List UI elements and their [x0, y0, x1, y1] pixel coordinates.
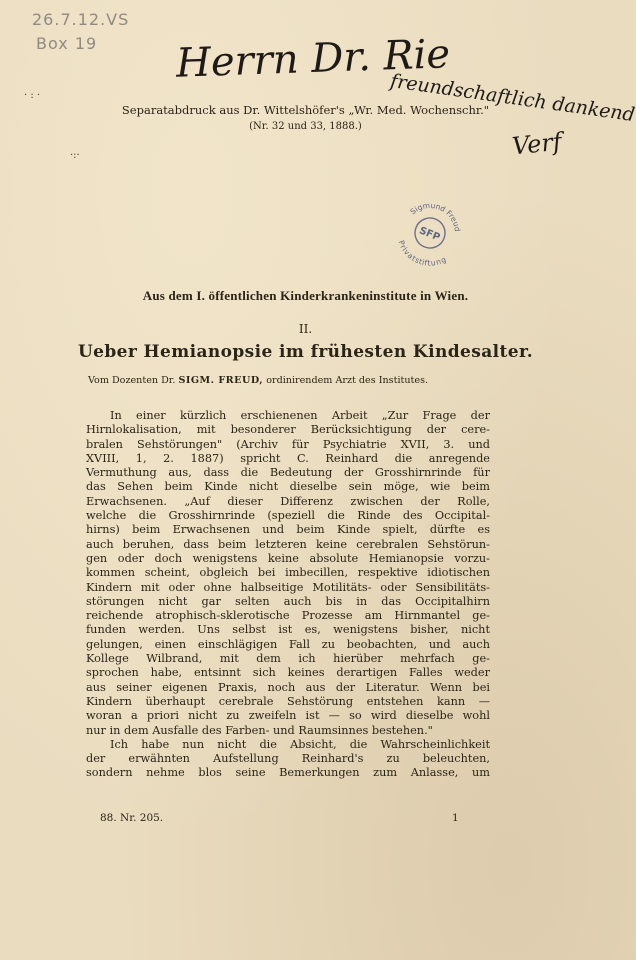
body-line: sprochen habe, entsinnt sich keines derartigen Falles weder	[86, 666, 490, 680]
stamp-center-text: SFP	[417, 225, 442, 244]
body-line: funden werden. Uns selbst ist es, wenigstens bisher, nicht	[86, 623, 490, 637]
body-line: störungen nicht gar selten auch bis in das Occipitalhirn	[86, 594, 490, 608]
body-line: aus seiner eigenen Praxis, noch aus der Literatur. Wenn bei	[86, 680, 490, 694]
handwritten-signature: Verf	[510, 127, 564, 161]
body-line: sondern nehme blos seine Bemerkungen zum Anlasse, um	[86, 766, 490, 780]
part-number: II.	[298, 322, 313, 336]
handwritten-dedication-line2: freundschaftlich dankend	[388, 70, 636, 127]
body-line: Kollege Wilbrand, mit dem ich hierüber mehrfach ge-	[86, 652, 490, 666]
body-line: Hirnlokalisation, mit besonderer Berücksichtigung der cere-	[86, 423, 490, 437]
article-title: Ueber Hemianopsie im frühesten Kindesalter.	[77, 342, 534, 362]
body-line: Vermuthung aus, dass die Bedeutung der Grosshirnrinde für	[86, 466, 490, 480]
body-line: Kindern überhaupt cerebrale Sehstörung entstehen kann —	[86, 694, 490, 708]
institute-heading: Aus dem I. öffentlichen Kinderkrankeninstitute in Wien.	[142, 288, 469, 303]
body-line: kommen scheint, obgleich bei imbecillen, respektive idiotischen	[86, 566, 490, 580]
body-line: Kindern mit oder ohne halbseitige Motilitäts- oder Sensibilitäts-	[86, 580, 490, 594]
body-line: gelungen, einen einschlägigen Fall zu beobachten, und auch	[86, 637, 490, 651]
author-prefix: Vom Dozenten Dr.	[88, 375, 176, 386]
archive-mark-2: Box 19	[36, 34, 98, 53]
offprint-source: Separatabdruck aus Dr. Wittelshöfer's „Wr. Med. Wochenschr."	[121, 103, 490, 117]
article-body	[86, 409, 490, 781]
body-line: gen oder doch wenigstens keine absolute Hemianopsie vorzu-	[86, 551, 490, 565]
body-line: der erwähnten Aufstellung Reinhard's zu beleuchten,	[86, 752, 490, 766]
stamp-top-text: Sigmund Freud	[408, 200, 463, 233]
body-line: In einer kürzlich erschienenen Arbeit „Zur Frage der	[110, 409, 490, 422]
body-line: bralen Sehstörungen" (Archiv für Psychiatrie XVII, 3. und	[86, 437, 490, 451]
author-name: SIGM. FREUD,	[178, 375, 264, 386]
stamp-bottom-text: Privatstiftung	[396, 239, 448, 268]
author-suffix: ordinirendem Arzt des Institutes.	[266, 375, 429, 386]
signature-mark: 88. Nr. 205.	[100, 812, 164, 824]
body-line: das Sehen beim Kinde nicht dieselbe sein möge, wie beim	[86, 480, 490, 494]
body-line: Erwachsenen. „Auf dieser Differenz zwischen der Rolle,	[86, 494, 490, 508]
body-line: hirns) beim Erwachsenen und beim Kinde spielt, dürfte es	[86, 523, 490, 537]
body-line: XVIII, 1, 2. 1887) spricht C. Reinhard die anregende	[86, 451, 490, 465]
handwritten-dedication-line1: Herrn Dr. Rie	[175, 31, 451, 87]
ink-specks: ·:·	[70, 150, 80, 161]
body-line: Ich habe nun nicht die Absicht, die Wahrscheinlichkeit	[110, 737, 490, 751]
stamp-seal	[395, 198, 465, 268]
body-line: welche die Grosshirnrinde (speziell die Rinde des Occipital-	[86, 509, 490, 523]
author-line	[88, 375, 504, 386]
body-line: woran a priori nicht zu zweifeln ist — so wird dieselbe wohl	[86, 709, 490, 723]
offprint-issue: (Nr. 32 und 33, 1888.)	[249, 121, 362, 132]
body-line: nur in dem Ausfalle des Farben- und Raumsinnes bestehen."	[86, 723, 433, 737]
ink-specks: · : ·	[24, 90, 41, 101]
body-line: auch beruhen, dass beim letzteren keine cerebralen Sehstörun-	[86, 537, 490, 551]
page-number: 1	[452, 812, 459, 824]
body-line: reichende atrophisch-sklerotische Prozesse am Hirnmantel ge-	[86, 609, 490, 623]
archive-mark-1: 26.7.12.VS	[32, 10, 130, 29]
